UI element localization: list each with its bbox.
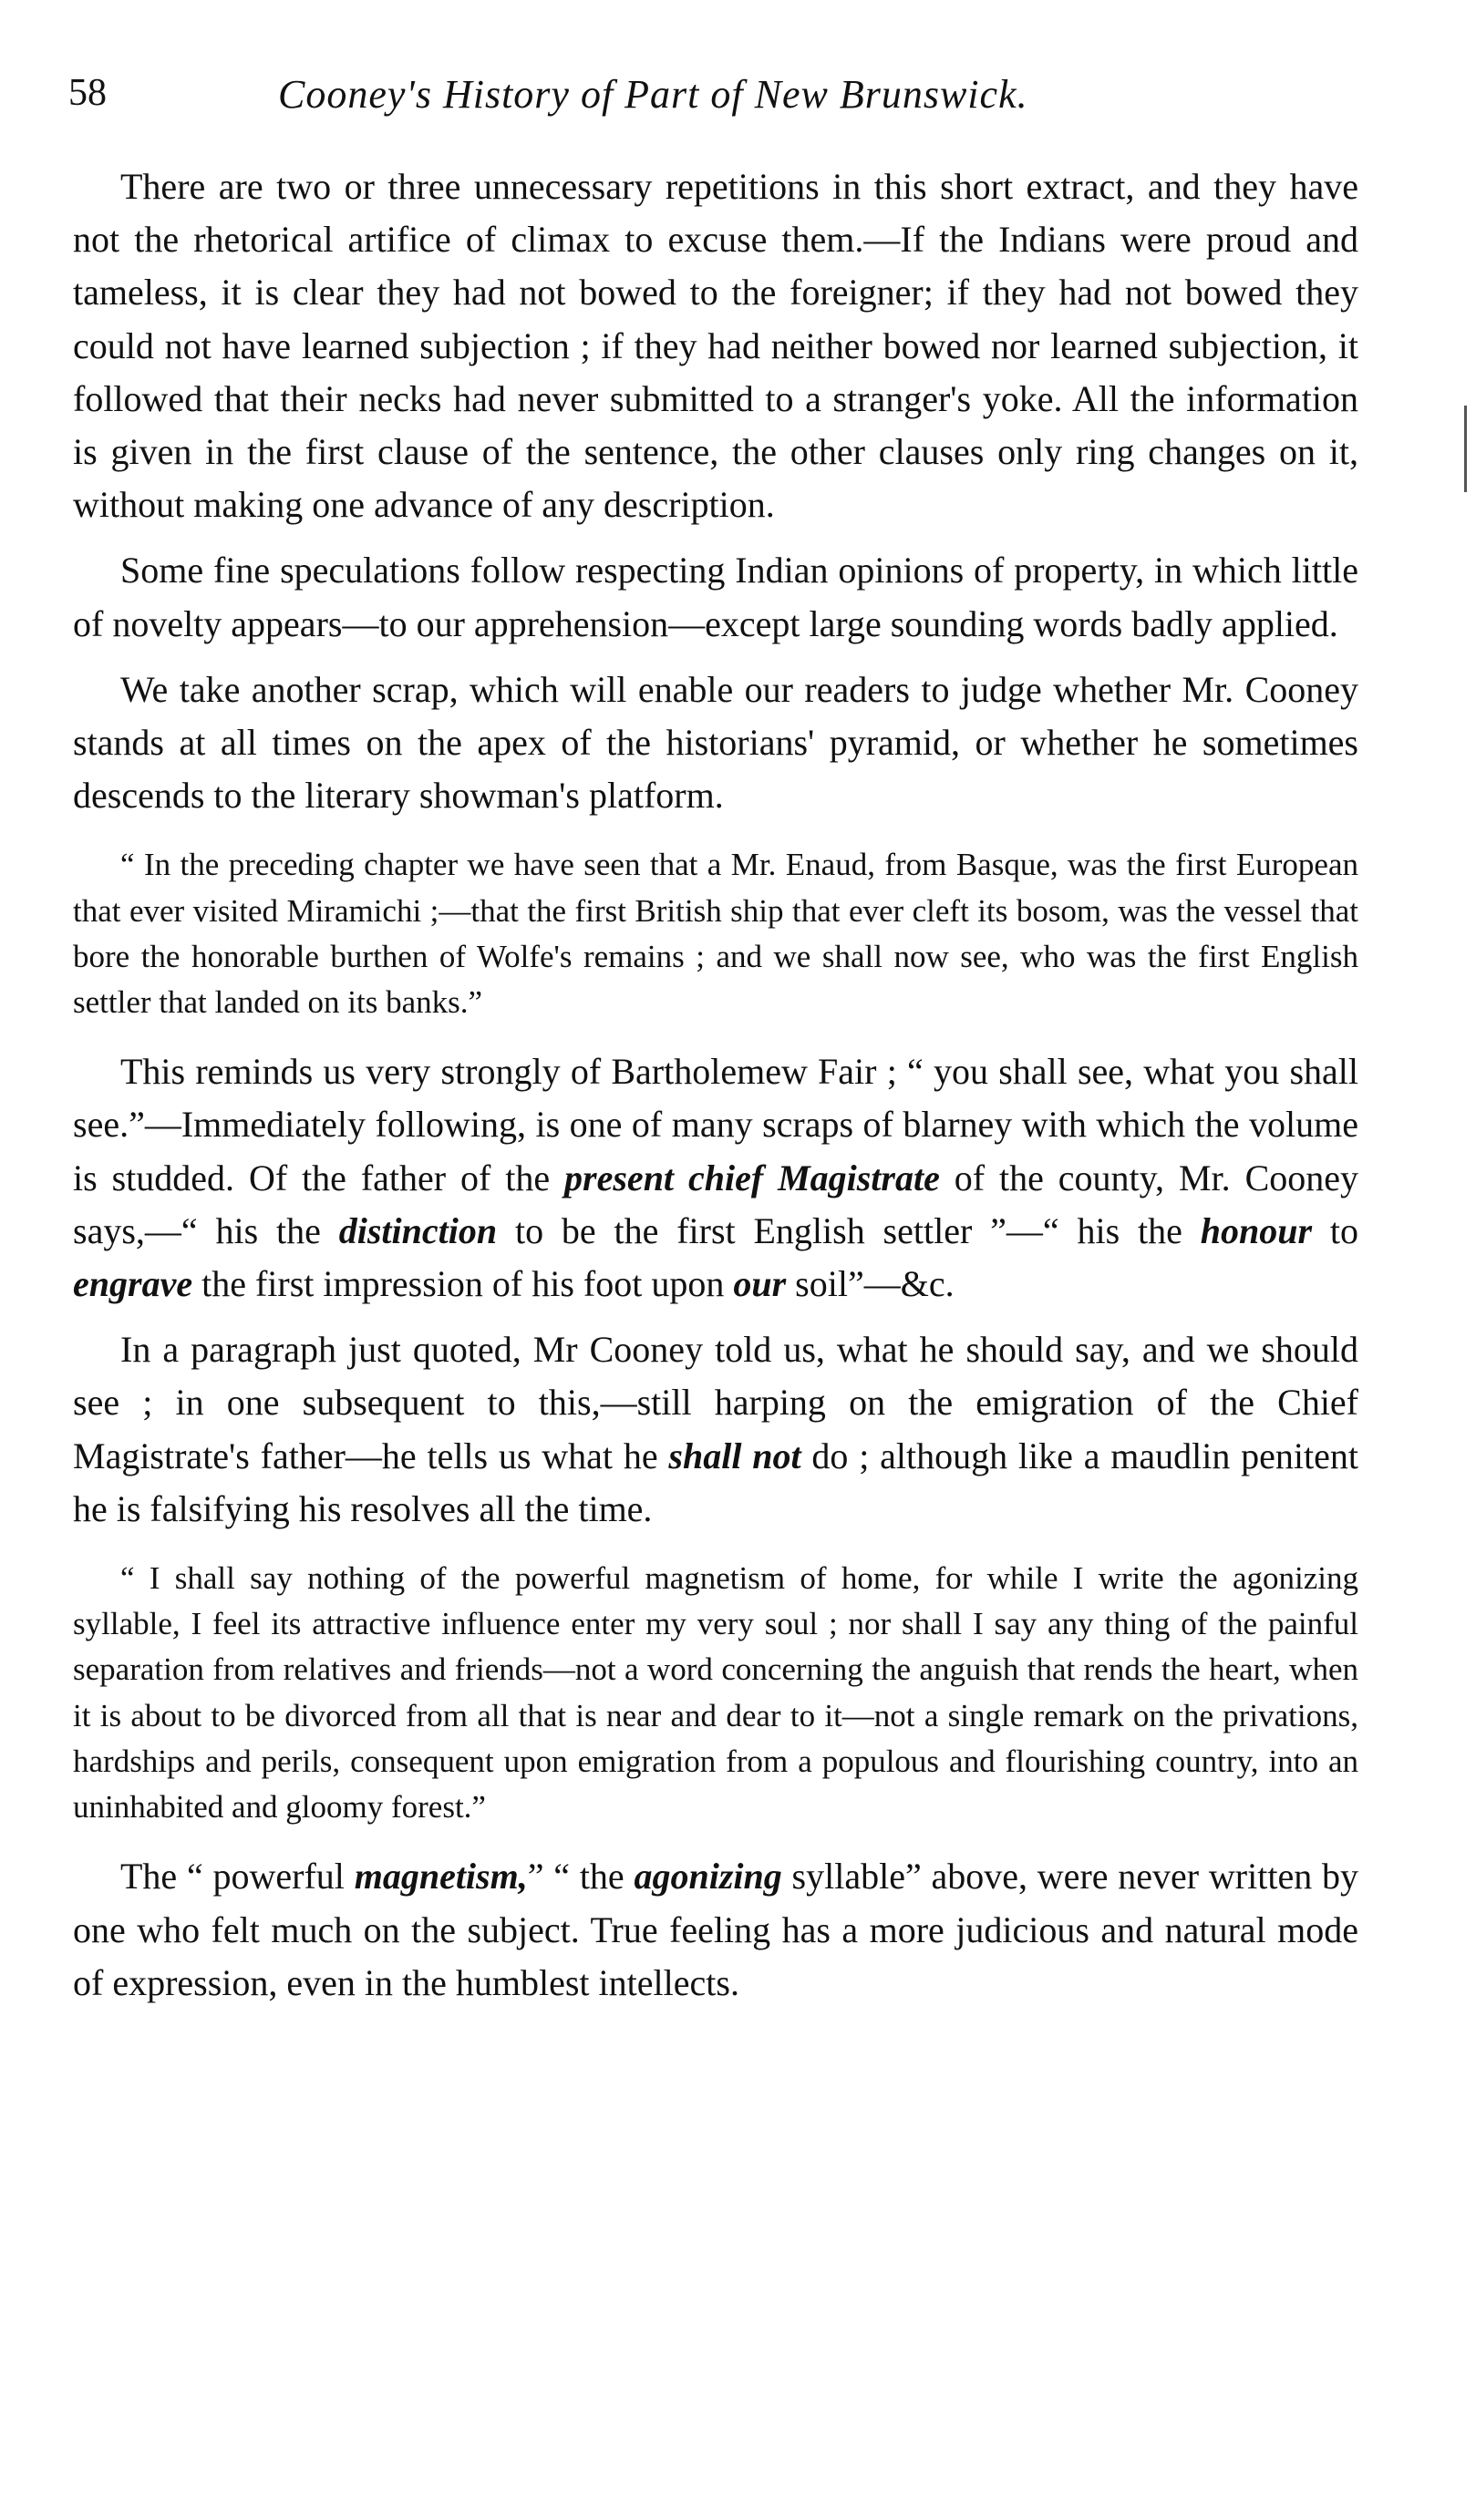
- p6-text-3: syllable” above, were never written by one who felt much on the subject. True feeling has a more judicious and natural mode of expression, even in the humblest intellects.: [73, 1856, 1358, 2003]
- paragraph-6: [73, 1850, 1358, 2010]
- paragraph-5: [73, 1323, 1358, 1536]
- block-quote-1: “ In the preceding chapter we have seen that a Mr. Enaud, from Basque, was the first European that ever visited Miramichi ;—that the first British ship that ever cleft its bosom, was the vessel that bore the honorable burthen of Wolfe's remains ; and we shall now see, who was the first English settler that landed on its banks.”: [73, 847, 1358, 1021]
- p5-text-1: In a paragraph just quoted, Mr Cooney told us, what he should say, and we should see ; in one subsequent to this,—still harping on the emigration of the Chief Magistrate's father—he tells us what he: [73, 1329, 1358, 1476]
- p4-emphasis-5: our: [733, 1263, 787, 1305]
- p5-emphasis-1: shall not: [668, 1435, 801, 1476]
- page-header: [68, 71, 1345, 126]
- block-quote-2: “ I shall say nothing of the powerful magnetism of home, for while I write the agonizing syllable, I feel its attractive influence enter my very soul ; nor shall I say any thing of the painful separation from relatives and friends—not a word concerning the anguish that rends the heart, when it is about to be divorced from all that is near and dear to it—not a single remark on the privations, hardships and perils, consequent upon emigration from a populous and flourishing country, into an uninhabited and gloomy forest.”: [73, 1560, 1358, 1826]
- p6-text-1: The “ powerful: [120, 1856, 355, 1898]
- running-title: Cooney's History of Part of New Brunswick.: [278, 72, 1028, 117]
- paragraph-2: [73, 544, 1358, 650]
- p5-text-2: do ; although like a maudlin penitent he is falsifying his resolves all the time.: [73, 1435, 1358, 1529]
- p4-emphasis-2: distinction: [338, 1209, 498, 1251]
- p4-text-6: soil”—&c.: [786, 1263, 955, 1305]
- scan-edge-mark: [1464, 406, 1467, 492]
- p4-text-5: the first impression of his foot upon: [192, 1263, 734, 1305]
- paragraph-1-text: There are two or three unnecessary repetitions in this short extract, and they have not the rhetorical artifice of climax to excuse them.—If the Indians were proud and tameless, it is clear they had not bowed to the foreigner; if they had not bowed they could not have learned subjection ; if they had neither bowed nor learned subjection, it followed that their necks had never submitted to a stranger's yoke. All the information is given in the first clause of the sentence, the other clauses only ring changes on it, without making one advance of any description.: [73, 166, 1358, 526]
- p4-emphasis-1: present chief Magistrate: [564, 1157, 940, 1198]
- p4-text-2: of the county, Mr. Cooney says,—“ his the: [73, 1157, 1358, 1251]
- paragraph-1: [73, 160, 1358, 531]
- p4-emphasis-4: engrave: [73, 1263, 193, 1305]
- p6-emphasis-1: magnetism,: [354, 1856, 528, 1898]
- paragraph-3: [73, 663, 1358, 823]
- p6-emphasis-2: agonizing: [634, 1856, 782, 1898]
- paragraph-3-text: We take another scrap, which will enable our readers to judge whether Mr. Cooney stands at all times on the apex of the historians' pyramid, or whether he sometimes descends to the literary showman's platform.: [73, 668, 1358, 817]
- p4-text-3: to be the first English settler ”—“ his the: [497, 1209, 1201, 1251]
- p4-emphasis-3: honour: [1200, 1209, 1313, 1251]
- paragraph-2-text: Some fine speculations follow respecting Indian opinions of property, in which little of novelty appears—to our apprehension—except large sounding words badly applied.: [73, 550, 1358, 644]
- body-text: [73, 160, 1358, 2010]
- p6-text-2: ” “ the: [527, 1856, 635, 1898]
- p4-text-1: This reminds us very strongly of Bartholemew Fair ; “ you shall see, what you shall see.”—Immediately following, is one of many scraps of blarney with which the volume is studded. Of the father of the: [73, 1051, 1358, 1198]
- paragraph-4: [73, 1045, 1358, 1311]
- p4-text-4: to: [1312, 1209, 1359, 1251]
- page-number: 58: [68, 72, 107, 114]
